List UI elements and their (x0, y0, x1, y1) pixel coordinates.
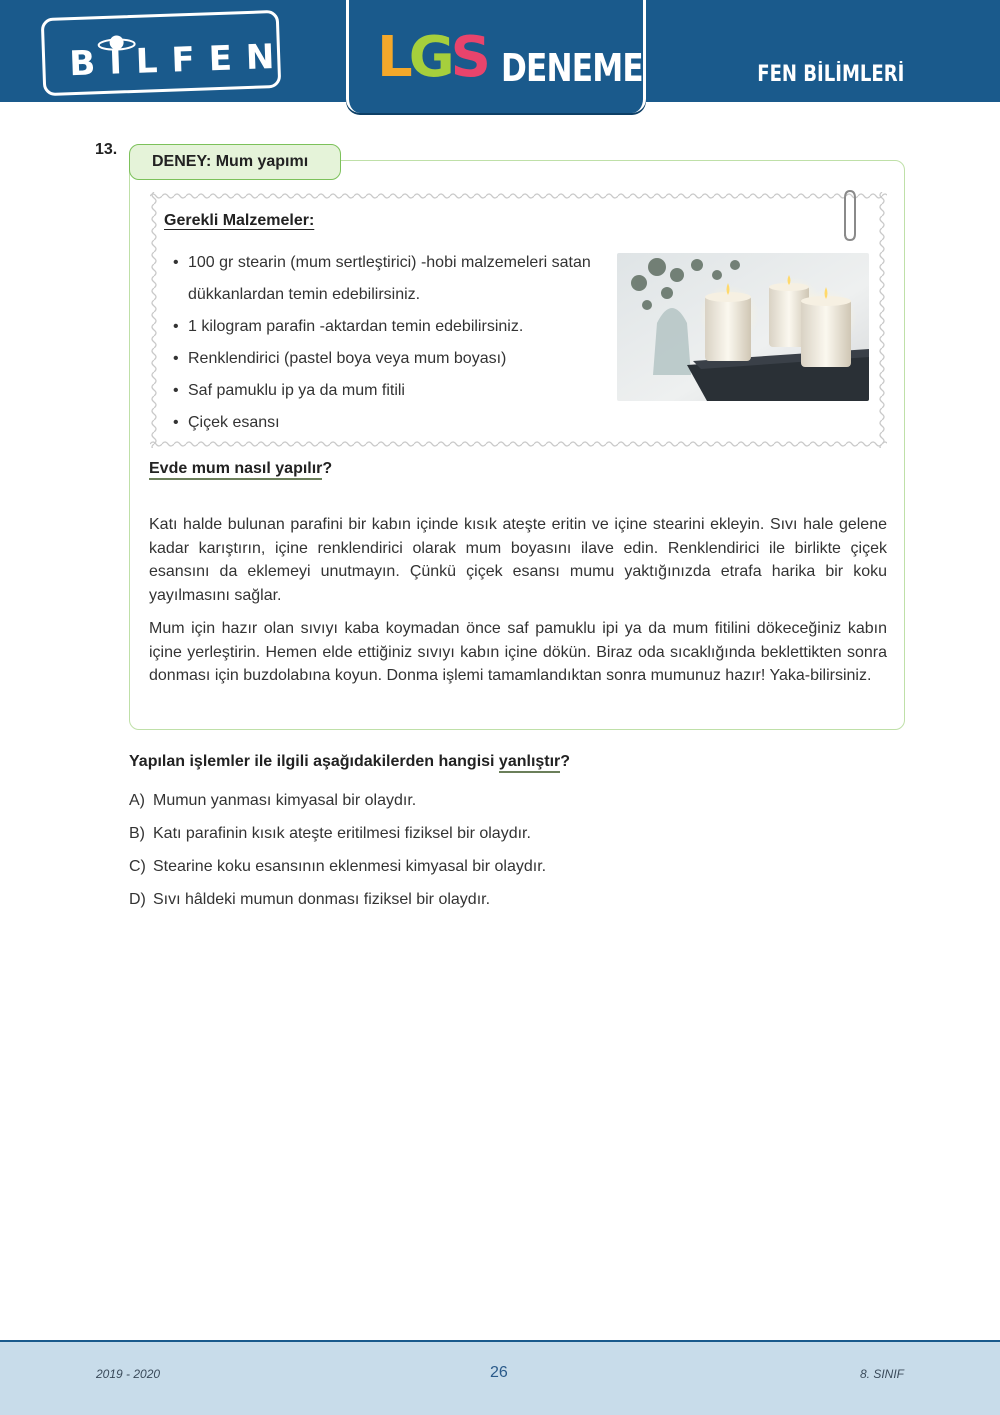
page-number: 26 (490, 1364, 508, 1381)
school-year: 2019 - 2020 (96, 1367, 161, 1381)
brand-name: BİLFEN (68, 36, 290, 85)
instructions-paragraph: Mum için hazır olan sıvıyı kaba koymadan önce saf pamuklu ipi ya da mum fitilini dökeceğiniz kabın içine yerleştirin. Hemen elde ettiğiniz sıvıyı kabın içine dökün. Biraz oda sıcaklığında beklettikten sonra donması için buzdolabına koyun. Donma işlemi tamamlandıktan sonra mumunuz hazır! Yaka-bilirsiniz. (149, 620, 887, 684)
list-item: • Renklendirici (pastel boya veya mum boyası) (170, 343, 608, 375)
page-header (0, 0, 1000, 102)
exam-title-tab (346, 0, 646, 113)
paperclip-icon (838, 188, 862, 244)
materials-title: Gerekli Malzemeler: (164, 212, 315, 229)
answer-option-c[interactable]: C) Stearine koku esansının eklenmesi kimyasal bir olaydır. (129, 858, 547, 875)
experiment-title: DENEY: Mum yapımı (152, 153, 309, 170)
answer-option-d[interactable]: D) Sıvı hâldeki mumun donması fiziksel bir olaydır. (129, 891, 491, 908)
answer-option-a[interactable]: A) Mumun yanması kimyasal bir olaydır. (129, 792, 417, 809)
grade-label: 8. SINIF (859, 1367, 904, 1381)
list-item: • Çiçek esansı (170, 407, 608, 439)
exam-title: DENEME (501, 46, 643, 90)
list-item: • 100 gr stearin (mum sertleştirici) -hobi malzemeleri satan dükkanlardan temin edebilirsiniz. (170, 247, 608, 311)
question-number: 13. (95, 141, 118, 158)
subject-title: FEN BİLİMLERİ (756, 62, 904, 87)
answer-option-b[interactable]: B) Katı parafinin kısık ateşte eritilmesi fiziksel bir olaydır. (129, 825, 531, 842)
candles-photo (617, 253, 869, 401)
instructions-paragraph: Katı halde bulunan parafini bir kabın içinde kısık ateşte eritin ve içine stearini ekleyin. Sıvı hale gelene kadar karıştırın, içine renklendirici olarak mum boyasını ilave edin. Renklendirici ile birlikte çiçek esansını da eklemeyi unutmayın. Çünkü çiçek esansı mumu yaktığınızda etrafa harika bir koku yayılmasını sağlar. (149, 516, 887, 604)
bilfen-logo (41, 10, 290, 96)
lgs-logo: LGS (377, 25, 487, 90)
list-item: • Saf pamuklu ip ya da mum fitili (170, 375, 608, 407)
materials-list (170, 247, 608, 439)
list-item: • 1 kilogram parafin -aktardan temin edebilirsiniz. (170, 311, 608, 343)
experiment-tab (129, 144, 341, 180)
howto-title: Evde mum nasıl yapılır? (149, 460, 332, 478)
question-prompt: Yapılan işlemler ile ilgili aşağıdakilerden hangisi yanlıştır? (129, 753, 570, 771)
